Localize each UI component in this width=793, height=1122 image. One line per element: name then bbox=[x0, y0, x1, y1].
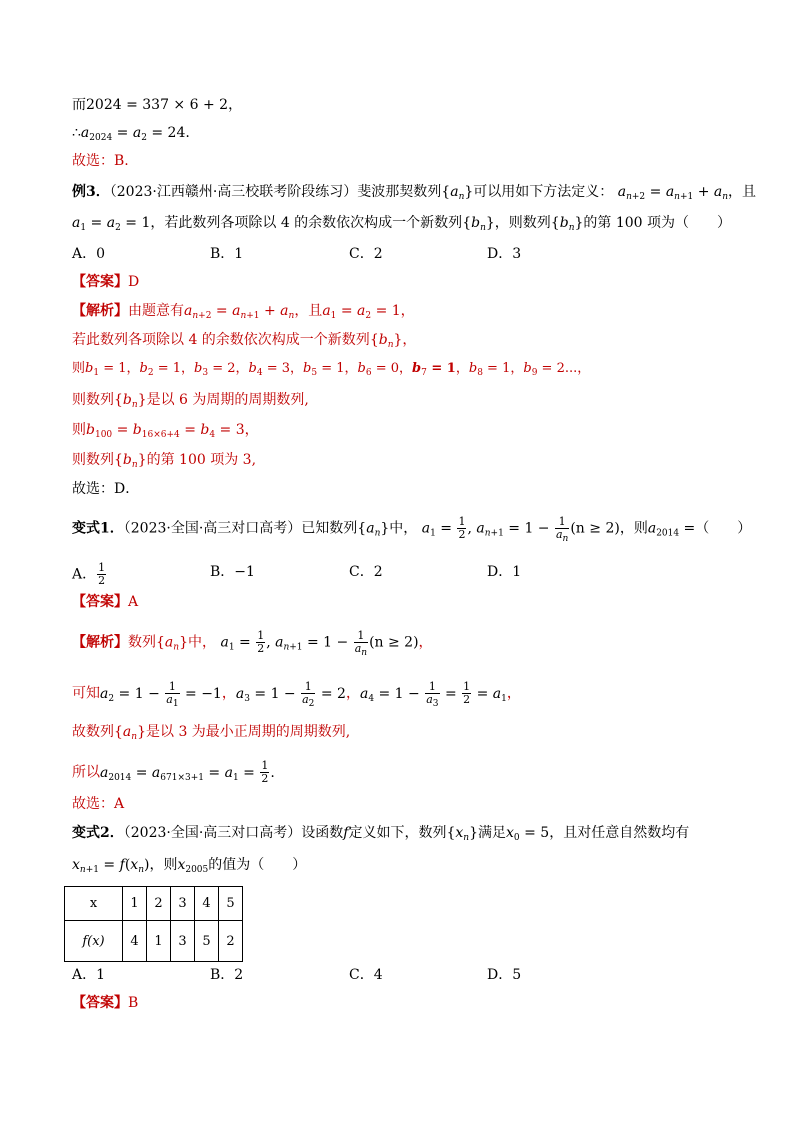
table-cell: f(x) bbox=[65, 921, 123, 962]
table-cell: 2 bbox=[147, 887, 171, 921]
v1-analysis-1: 【解析】数列$\{a_n\}$中， $a_1$ = $\frac{1}{2}$ , $a_{n+1} = 1$ − $\frac{1}{a_n}$ (n ≥ 2)， bbox=[72, 629, 433, 658]
ex3-analysis-5: 则$b_{100} = b_{16\times 6+4} = b_4 = 3$， bbox=[72, 422, 259, 440]
table-cell: 2 bbox=[219, 921, 243, 962]
v1-answer: 【答案】A bbox=[72, 594, 139, 610]
table-cell: 1 bbox=[147, 921, 171, 962]
ex3-option-b: B．1 bbox=[210, 246, 244, 262]
ex3-answer: 【答案】D bbox=[72, 274, 140, 290]
v1-analysis-4: 所以$a_{2014} = a_{671\times 3+1} = a_1$ = $\frac{1}{2}$ . bbox=[72, 759, 275, 785]
table-cell: 1 bbox=[123, 887, 147, 921]
table-cell: 5 bbox=[219, 887, 243, 921]
line-a2024: $\therefore a_{2024} = a_2 = 24$. bbox=[72, 125, 190, 143]
v1-analysis-3: 故数列$\{a_n\}$是以 3 为最小正周期的周期数列, bbox=[72, 724, 351, 742]
table-row bbox=[65, 921, 243, 962]
table-cell: x bbox=[65, 887, 123, 921]
v2-answer: 【答案】B bbox=[72, 995, 139, 1011]
variant-1-stem: 变式1．（2023·全国·高三对口高考）已知数列$\{a_n\}$中， $a_1$ = $\frac{1}{2}$ , $a_{n+1} = 1$ − $\frac{1}{a_n}$ (n ≥ 2)，则$a_{2014}$ =（ ） bbox=[72, 515, 752, 544]
table-row bbox=[65, 887, 243, 921]
table-cell: 3 bbox=[171, 887, 195, 921]
ex3-analysis-1: 【解析】由题意有$a_{n+2} = a_{n+1} + a_n$，且$a_1 = a_2 = 1$， bbox=[72, 303, 415, 321]
v1-analysis-2: 可知$a_2 = 1$ − $\frac{1}{a_1}$ = −1，$a_3 = 1$ − $\frac{1}{a_2}$ = 2，$a_4 = 1$ − $\frac{1}{a_3}$ = $\frac{1}{2}$ = $a_1$， bbox=[72, 680, 521, 709]
ex3-analysis-4: 则数列$\{b_n\}$是以 6 为周期的周期数列, bbox=[72, 392, 309, 410]
v2-option-d: D．5 bbox=[487, 967, 522, 983]
v1-option-c: C．2 bbox=[349, 564, 383, 580]
ex3-option-d: D．3 bbox=[487, 246, 522, 262]
v1-option-a: A． $\frac{1}{2}$ bbox=[72, 561, 106, 587]
v1-conclusion: 故选：A bbox=[72, 796, 125, 812]
ex3-analysis-2: 若此数列各项除以 4 的余数依次构成一个新数列$\{b_n\}$， bbox=[72, 332, 417, 350]
ex3-analysis-3: 则$b_1 = 1$，$b_2 = 1$，$b_3 = 2$，$b_4 = 3$，$b_5 = 1$，$b_6 = 0$，$b_7 = 1$，$b_8 = 1$，$b_9 = 2$...， bbox=[72, 361, 591, 378]
conclusion-b: 故选：B. bbox=[72, 153, 129, 169]
ex3-conclusion: 故选：D． bbox=[72, 481, 140, 497]
ex3-option-c: C．2 bbox=[349, 246, 383, 262]
v2-option-b: B．2 bbox=[210, 967, 244, 983]
example-3-stem: 例3．（2023·江西赣州·高三校联考阶段练习）斐波那契数列$\{a_n\}$可以用如下方法定义： $a_{n+2} = a_{n+1} + a_n$，且 bbox=[72, 184, 757, 202]
v2-option-a: A．1 bbox=[72, 967, 106, 983]
v2-option-c: C．4 bbox=[349, 967, 383, 983]
variant-2-stem: 变式2．（2023·全国·高三对口高考）设函数f定义如下，数列$\{x_n\}$满足$x_0 = 5$，且对任意自然数均有 bbox=[72, 825, 690, 843]
function-table bbox=[64, 886, 243, 962]
table-cell: 4 bbox=[195, 887, 219, 921]
table-cell: 4 bbox=[123, 921, 147, 962]
table-cell: 5 bbox=[195, 921, 219, 962]
ex3-option-a: A．0 bbox=[72, 246, 106, 262]
line-2024-decomp: 而2024 = 337 × 6 + 2， bbox=[72, 97, 243, 113]
example-3-stem-2: $a_1 = a_2 = 1$，若此数列各项除以 4 的余数依次构成一个新数列$\{b_n\}$，则数列$\{b_n\}$的第 100 项为（ ） bbox=[72, 215, 732, 233]
variant-2-stem-2: $x_{n+1} = f(x_n)$，则$x_{2005}$的值为（ ） bbox=[72, 857, 307, 875]
v1-option-b: B．−1 bbox=[210, 564, 255, 580]
v1-option-d: D．1 bbox=[487, 564, 522, 580]
ex3-analysis-6: 则数列$\{b_n\}$的第 100 项为 3, bbox=[72, 452, 257, 470]
table-cell: 3 bbox=[171, 921, 195, 962]
